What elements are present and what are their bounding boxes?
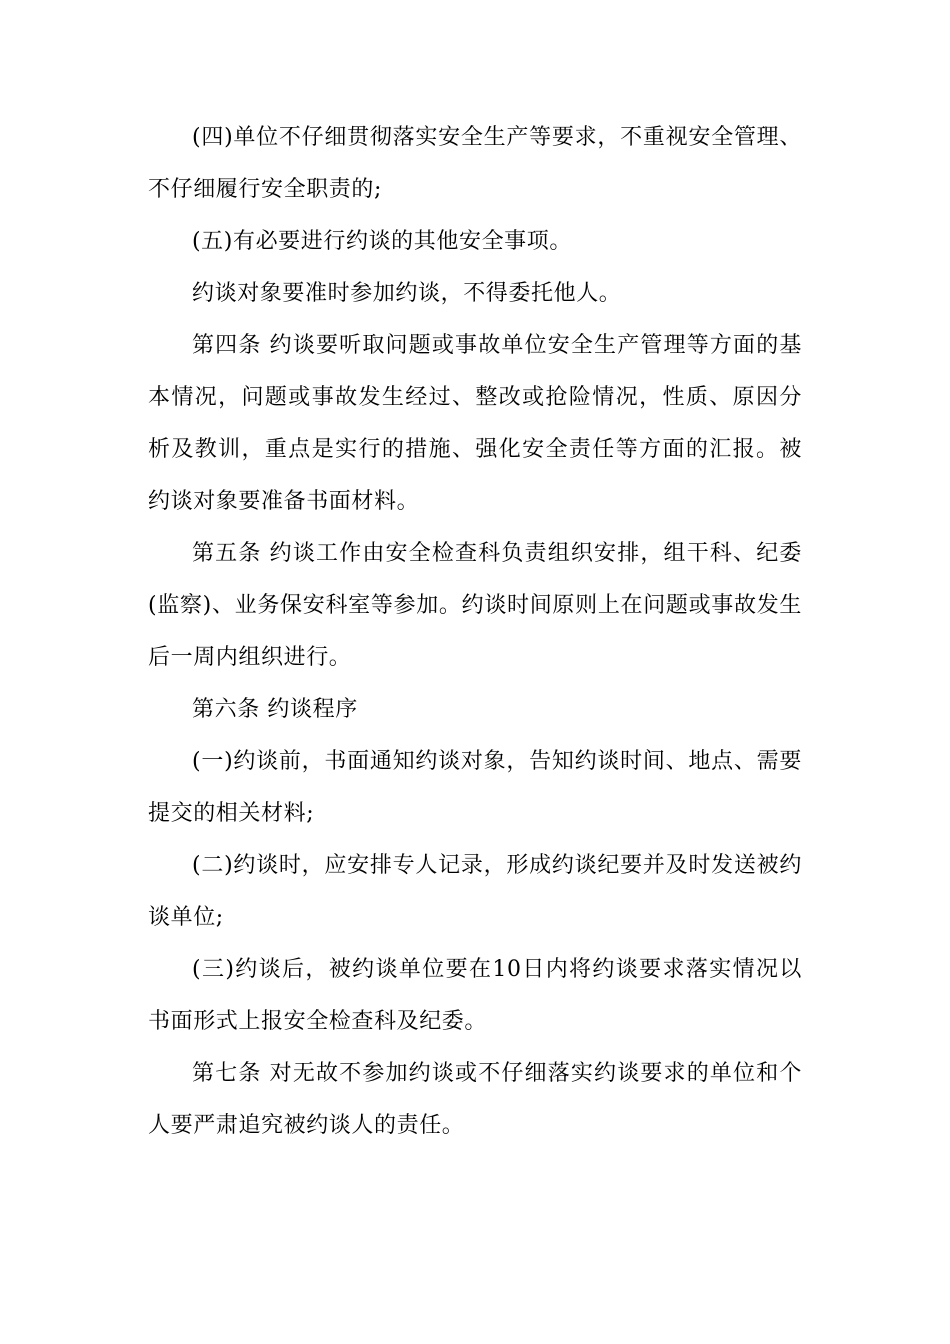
paragraph-procedure-1: (一)约谈前，书面通知约谈对象，告知约谈时间、地点、需要提交的相关材料; [148, 749, 802, 826]
document-body [148, 112, 802, 1152]
paragraph-article-7: 第七条 对无故不参加约谈或不仔细落实约谈要求的单位和个人要严肃追究被约谈人的责任。 [148, 1061, 802, 1138]
paragraph-item-4: (四)单位不仔细贯彻落实安全生产等要求，不重视安全管理、不仔细履行安全职责的; [148, 125, 802, 202]
paragraph-article-5: 第五条 约谈工作由安全检查科负责组织安排，组干科、纪委(监察)、业务保安科室等参加。约谈时间原则上在问题或事故发生后一周内组织进行。 [148, 541, 802, 670]
paragraph-attendance: 约谈对象要准时参加约谈，不得委托他人。 [192, 281, 622, 306]
paragraph-procedure-3: (三)约谈后，被约谈单位要在10日内将约谈要求落实情况以书面形式上报安全检查科及纪委。 [148, 957, 802, 1034]
paragraph-procedure-2: (二)约谈时，应安排专人记录，形成约谈纪要并及时发送被约谈单位; [148, 853, 802, 930]
paragraph-article-4: 第四条 约谈要听取问题或事故单位安全生产管理等方面的基本情况，问题或事故发生经过、整改或抢险情况，性质、原因分析及教训，重点是实行的措施、强化安全责任等方面的汇报。被约谈对象要准备书面材料。 [148, 333, 802, 514]
paragraph-article-6-title: 第六条 约谈程序 [192, 697, 358, 722]
paragraph-item-5: (五)有必要进行约谈的其他安全事项。 [192, 229, 572, 254]
